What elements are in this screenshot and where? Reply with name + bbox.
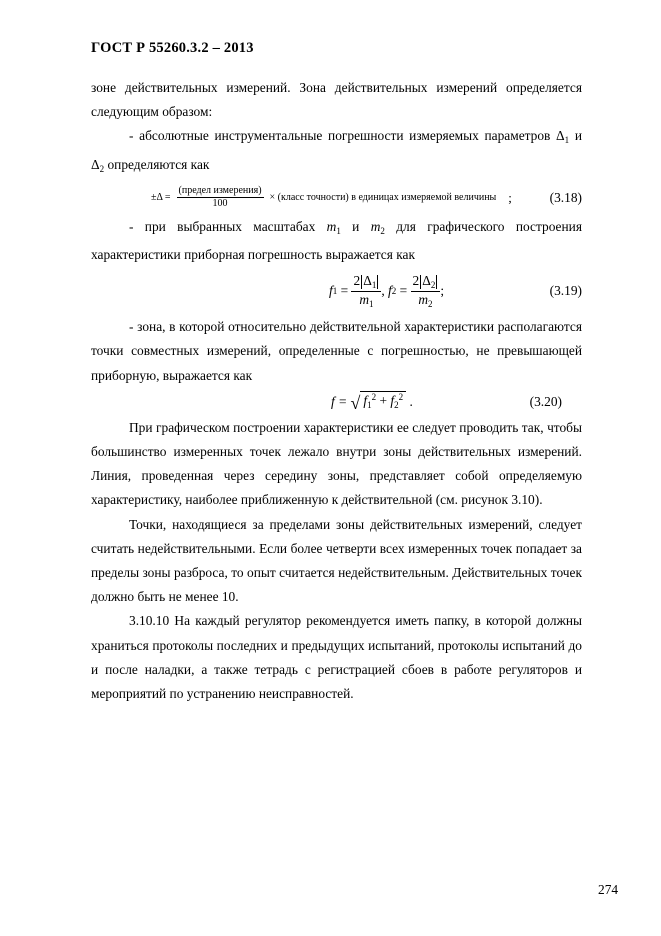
- paragraph-scales: - при выбранных масштабах $m_1$ и $m_2$ для графического построения характеристики приборная погрешность выражается как: [91, 218, 582, 263]
- paragraph-zone-expression: - зона, в которой относительно действительной характеристики располагаются точки совместных измерений, определенные с погрешностью, не превышающей приборную, выражается как: [91, 319, 582, 383]
- paragraph-absolute-errors: - абсолютные инструментальные погрешности измеряемых параметров $\Delta_1$ и $\Delta_2$ определяются как: [91, 128, 582, 174]
- paragraph-invalid-points: Точки, находящиеся за пределами зоны действительных измерений, следует считать недействительными. Если более четверти всех измеренных точек попадает за пределы зоны разброса, то опыт считается недействительным. Действительных точек должно быть не менее 10.: [91, 516, 582, 605]
- document-header: ГОСТ Р 55260.3.2 – 2013: [91, 40, 254, 56]
- equation-3-18: [91, 181, 582, 215]
- paragraph-3-10-10: 3.10.10 На каждый регулятор рекомендуется иметь папку, в которой должны храниться протоколы последних и предыдущих испытаний, протоколы испытаний до и после наладки, а также тетрадь с регистрацией сбоев в работе регуляторов и мероприятий по устранению неисправностей.: [91, 613, 582, 702]
- eq320-sqrt: √ $f_1^2 + f_2^2$: [350, 391, 406, 412]
- eq318-tail: ;: [508, 189, 512, 205]
- equation-3-19: f 1 = $\frac{2 \Delta_1}{m_1}$ , f 2 = $\frac{2 \Delta_2}{m_2}$ ; (3.19): [329, 272, 582, 309]
- eq319-fraction-1: $\frac{2 \Delta_1}{m_1}$: [351, 273, 381, 310]
- equation-number-3-19: (3.19): [549, 283, 582, 299]
- page-number: 274: [598, 882, 619, 897]
- eq318-rhs: × (класс точности) в единицах измеряемой величины: [269, 191, 497, 203]
- eq318-fraction: [175, 185, 266, 210]
- document-body: [91, 76, 582, 706]
- paragraph-zone-intro: зоне действительных измерений. Зона действительных измерений определяется следующим образом:: [91, 80, 582, 120]
- equation-number-3-18: (3.18): [549, 189, 582, 205]
- paragraph-graphical: При графическом построении характеристики ее следует проводить так, чтобы большинство измеренных точек лежало внутри зоны действительных измерений. Линия, проведенная через середину зоны, представляет собой определяемую характеристику, наиболее приближенную к действительной (см. рисунок 3.10).: [91, 419, 582, 508]
- equation-number-3-20: (3.20): [529, 393, 562, 409]
- eq318-denominator: 100: [212, 198, 228, 210]
- eq319-fraction-2: $\frac{2 \Delta_2}{m_2}$: [411, 273, 441, 310]
- eq318-numerator: (предел измерения): [178, 185, 262, 197]
- equation-3-20: f = √ $f_1^2 + f_2^2$ . (3.20): [91, 388, 582, 416]
- eq318-lhs: ±Δ =: [151, 191, 171, 203]
